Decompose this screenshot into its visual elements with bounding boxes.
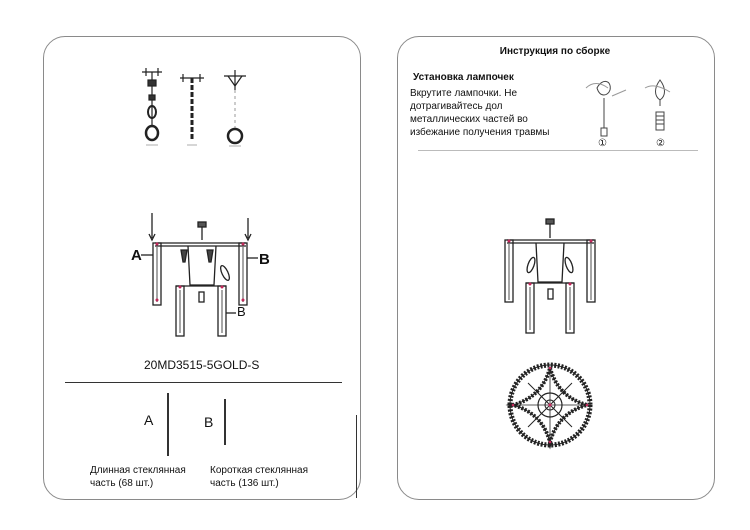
step-1-marker: ① [598,138,607,149]
part-b-label: B [259,251,270,268]
short-part-label: B [204,414,214,430]
model-number: 20MD3515-5GOLD-S [144,358,260,372]
part-a-label: A [131,247,142,264]
part-b-label-lower: B [237,304,246,319]
bulb-section-title: Установка лампочек [413,72,514,83]
instruction-title: Инструкция по сборке [499,46,611,57]
bulb-instruction-text: Вкрутите лампочки. Не дотрагивайтесь дол металлических частей во избежание получения травмы [410,88,550,138]
long-part-label: A [144,412,154,428]
short-part-caption: Короткая стеклянная часть (136 шт.) [210,465,309,489]
long-part-caption: Длинная стеклянная часть (68 шт.) [90,465,186,489]
step-2-marker: ② [656,138,665,149]
